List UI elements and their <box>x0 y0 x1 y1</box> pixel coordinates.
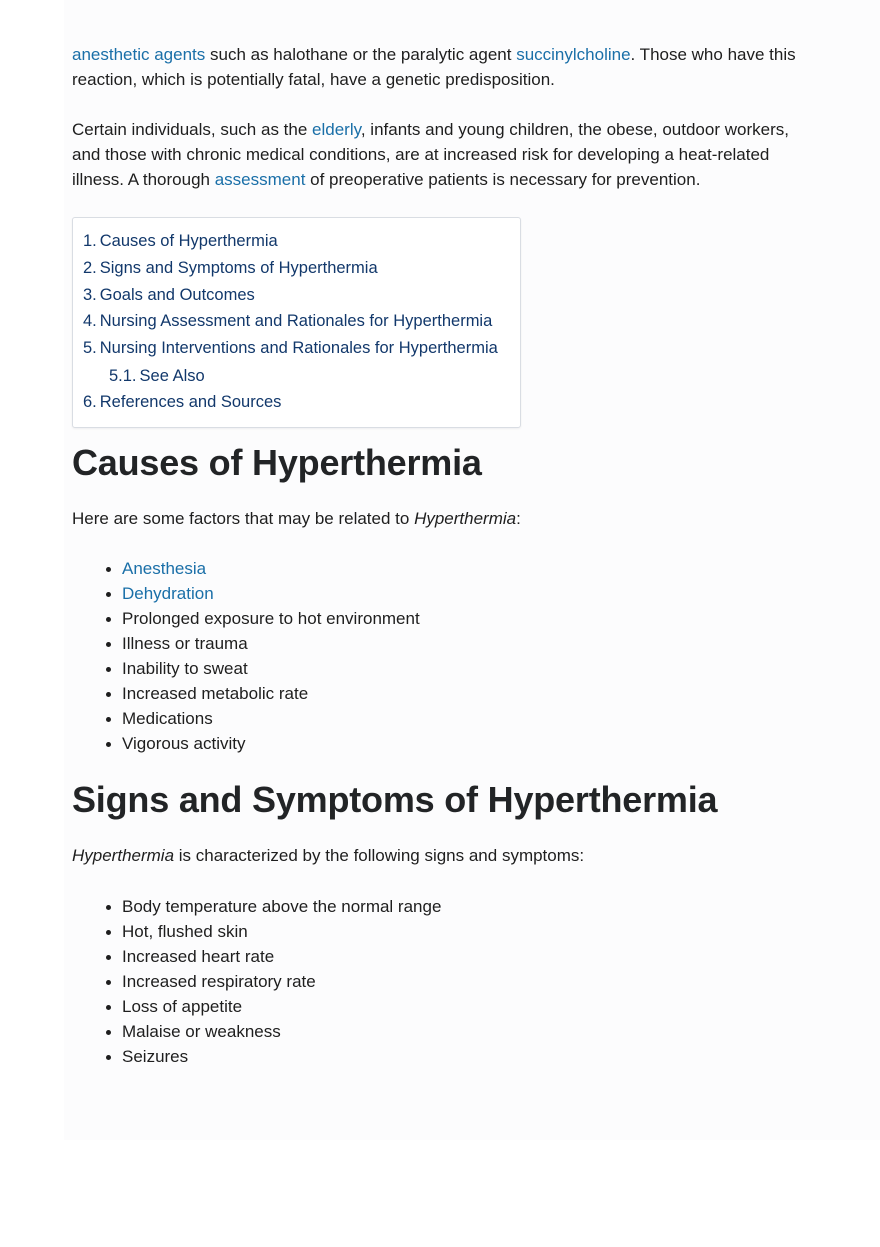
list-item: Increased heart rate <box>104 944 441 969</box>
list-item: Inability to sweat <box>104 656 420 681</box>
list-item[interactable] <box>104 556 420 581</box>
toc-item-causes[interactable]: 1. Causes of Hyperthermia <box>83 232 278 250</box>
signs-list <box>104 894 441 1069</box>
toc-item-goals-outcomes[interactable]: 3. Goals and Outcomes <box>83 286 255 304</box>
list-item: Seizures <box>104 1044 441 1069</box>
list-item[interactable] <box>104 581 420 606</box>
toc-item-nursing-interventions[interactable]: 5. Nursing Interventions and Rationales for Hyperthermia <box>83 339 498 357</box>
link-assessment[interactable]: assessment <box>214 170 306 189</box>
list-item: Vigorous activity <box>104 731 420 756</box>
link-dehydration[interactable]: Dehydration <box>122 584 214 603</box>
signs-intro: Hyperthermia is characterized by the following signs and symptoms: <box>72 846 585 865</box>
heading-causes: Causes of Hyperthermia <box>72 442 482 483</box>
causes-intro: Here are some factors that may be related to Hyperthermia: <box>72 509 521 528</box>
toc-item-signs-symptoms[interactable]: 2. Signs and Symptoms of Hyperthermia <box>83 259 378 277</box>
link-anesthetic-agents[interactable]: anesthetic agents <box>72 45 206 64</box>
list-item: Prolonged exposure to hot environment <box>104 606 420 631</box>
link-elderly[interactable]: elderly <box>312 120 361 139</box>
list-item: Medications <box>104 706 420 731</box>
paragraph-malignant-hyperthermia: anesthetic agents such as halothane or the paralytic agent succinylcholine. Those who have this reaction, which is potentially fatal, have a genetic predisposition. <box>72 45 796 89</box>
paragraph-risk-groups: Certain individuals, such as the elderly, infants and young children, the obese, outdoor workers, and those with chronic medical conditions, are at increased risk for developing a heat-related illness. A thorough assessment of preoperative patients is necessary for prevention. <box>72 120 789 189</box>
toc-item-see-also[interactable]: 5.1. See Also <box>109 367 205 385</box>
heading-signs-symptoms: Signs and Symptoms of Hyperthermia <box>72 779 718 820</box>
causes-list <box>104 556 420 756</box>
list-item: Increased metabolic rate <box>104 681 420 706</box>
list-item: Increased respiratory rate <box>104 969 441 994</box>
table-of-contents <box>72 217 521 428</box>
list-item: Illness or trauma <box>104 631 420 656</box>
toc-item-nursing-assessment[interactable]: 4. Nursing Assessment and Rationales for Hyperthermia <box>83 312 493 330</box>
list-item: Body temperature above the normal range <box>104 894 441 919</box>
list-item: Hot, flushed skin <box>104 919 441 944</box>
list-item: Loss of appetite <box>104 994 441 1019</box>
toc-item-references[interactable]: 6. References and Sources <box>83 393 282 411</box>
link-anesthesia[interactable]: Anesthesia <box>122 559 207 578</box>
link-succinylcholine[interactable]: succinylcholine <box>516 45 631 64</box>
list-item: Malaise or weakness <box>104 1019 441 1044</box>
